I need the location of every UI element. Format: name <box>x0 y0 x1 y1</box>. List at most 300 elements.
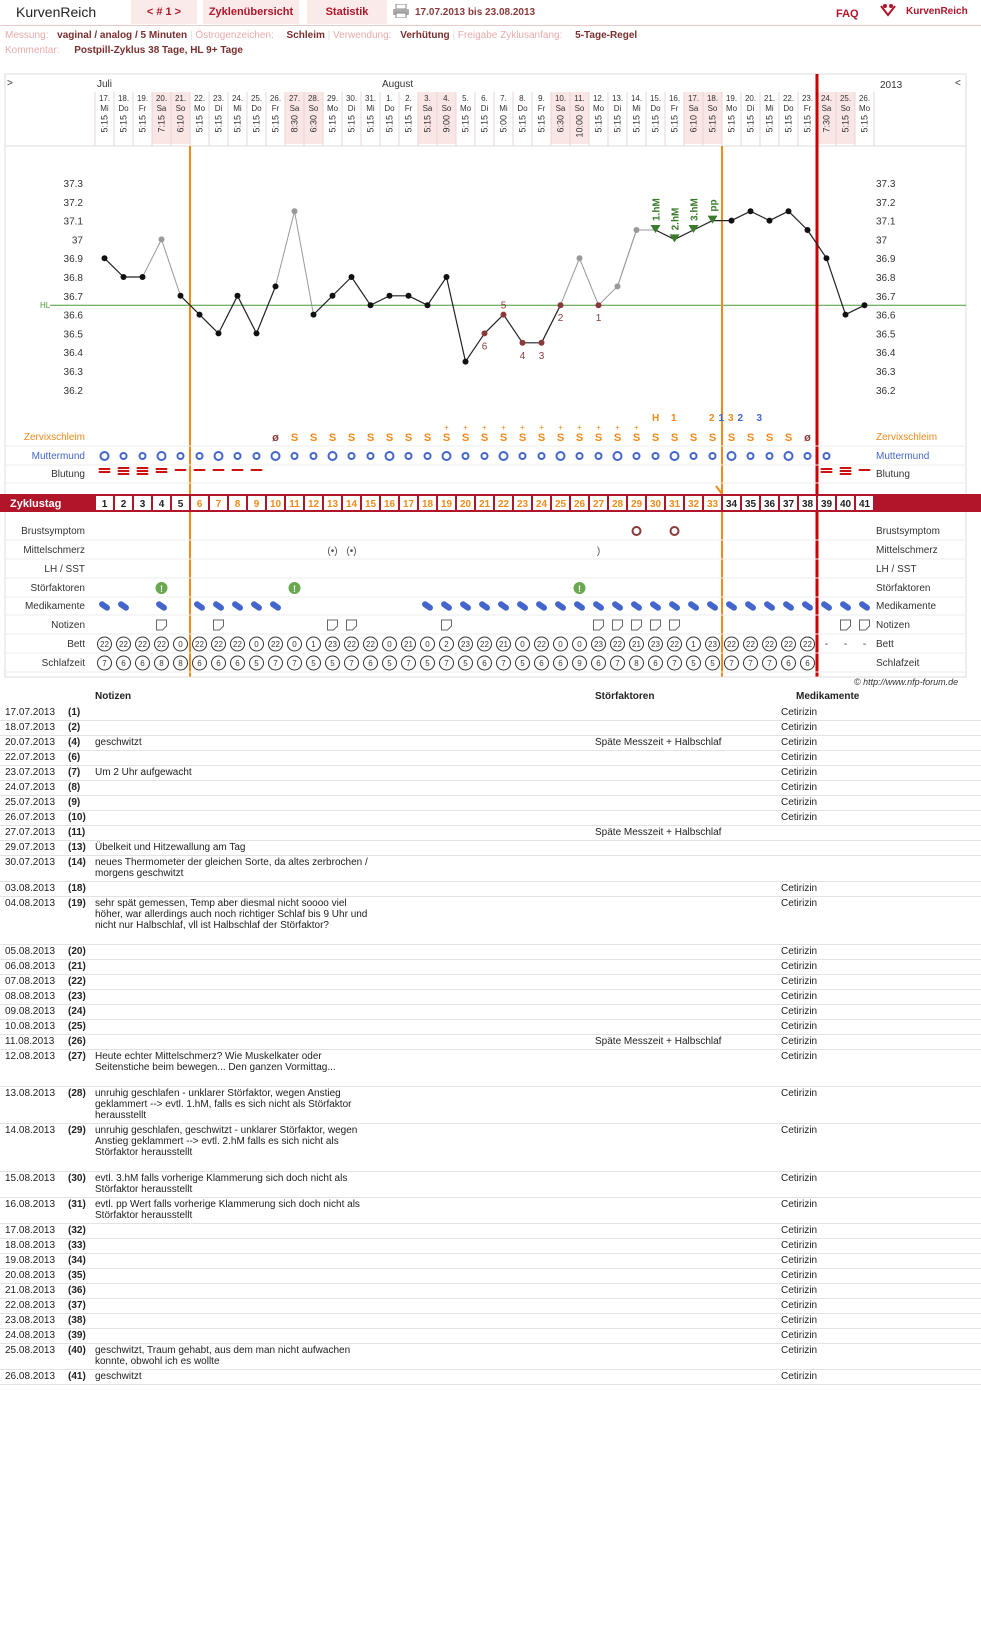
zervix-mark: S <box>385 432 394 444</box>
bett-value: 22 <box>746 640 755 649</box>
blutung-mark <box>118 470 130 472</box>
day-weekday: So <box>441 104 452 113</box>
notes-row <box>0 1019 981 1035</box>
stoerfaktor-icon-mark: ! <box>293 584 296 594</box>
schlaf-value: 7 <box>292 659 297 668</box>
pill-icon <box>535 600 548 612</box>
hm-marker <box>670 234 680 242</box>
pill-icon <box>630 600 643 612</box>
muttermund-mark <box>767 453 773 459</box>
schlaf-value: 7 <box>501 659 506 668</box>
zervix-mark: S <box>746 432 755 444</box>
notes-medikament: Cetirizin <box>781 1173 818 1184</box>
notes-cycle-day: (11) <box>68 827 86 838</box>
temp-line-segment <box>751 211 770 220</box>
muttermund-mark <box>254 453 260 459</box>
notes-text: Übelkeit und Hitzewallung am Tag <box>95 842 246 853</box>
day-weekday: Mo <box>858 104 871 113</box>
bett-value: 21 <box>632 640 641 649</box>
cycle-chart <box>0 0 981 690</box>
zervix-mark: S <box>765 432 774 444</box>
y-tick-left: 36.4 <box>63 348 83 360</box>
notes-text: geschwitzt, Traum gehabt, aus dem man nicht aufwachen konnte, obwohl ich es wollte <box>95 1345 351 1367</box>
ovulation-mark: 2 <box>709 413 715 424</box>
bett-value: 22 <box>195 640 204 649</box>
day-time: 5:15 <box>726 115 737 133</box>
notes-cycle-day: (34) <box>68 1255 86 1266</box>
zervix-mark: S <box>632 432 641 444</box>
notes-date: 18.07.2013 <box>5 722 56 733</box>
notes-text: unruhig geschlafen, geschwitzt - unklarer Störfaktor, wegen Anstieg geklammert --> evtl. 2.hM falls es sich nicht als Störfaktor herausstellt <box>95 1125 358 1158</box>
day-date: 17. <box>98 94 111 103</box>
medi-header: Medikamente <box>796 691 860 702</box>
note-icon <box>157 620 167 630</box>
temp-point <box>729 218 735 224</box>
cycle-day-number: 23 <box>516 499 529 510</box>
notes-cycle-day: (24) <box>68 1006 86 1017</box>
temp-point <box>140 274 146 280</box>
row-label-blutung: Blutung <box>51 469 85 480</box>
cycle-day-number: 28 <box>611 499 624 510</box>
bett-value: 1 <box>691 640 696 649</box>
bett-value: 21 <box>404 640 413 649</box>
zervix-mark: ø <box>272 432 279 444</box>
notes-date: 07.08.2013 <box>5 976 56 987</box>
notes-date: 23.07.2013 <box>5 767 56 778</box>
cycle-day-number: 29 <box>630 499 643 510</box>
notes-row <box>0 750 981 766</box>
day-weekday: Do <box>783 104 794 113</box>
zervix-plus: + <box>634 423 639 432</box>
day-weekday: Do <box>384 104 395 113</box>
muttermund-mark <box>728 452 736 460</box>
cycle-day-number: 40 <box>839 499 852 510</box>
zervix-mark: S <box>575 432 584 444</box>
bett-value: 22 <box>214 640 223 649</box>
bett-value: 0 <box>558 640 563 649</box>
zervix-mark: S <box>290 432 299 444</box>
temp-point <box>634 227 640 233</box>
bett-empty: - <box>824 639 829 650</box>
day-time: 7:30 <box>821 115 832 133</box>
bett-value: 22 <box>613 640 622 649</box>
notes-date: 22.07.2013 <box>5 752 56 763</box>
day-date: 20. <box>744 94 757 103</box>
row-label-right-blutung: Blutung <box>876 469 910 480</box>
day-time: 5:15 <box>270 115 281 133</box>
row-label-right-zervix: Zervixschleim <box>876 432 938 443</box>
cycle-day-number: 12 <box>307 499 320 510</box>
pill-icon <box>212 600 225 612</box>
temp-point <box>425 302 431 308</box>
notes-cycle-day: (22) <box>68 976 86 987</box>
notes-cycle-day: (14) <box>68 857 86 868</box>
day-weekday: So <box>707 104 718 113</box>
muttermund-mark <box>386 452 394 460</box>
blutung-mark <box>194 469 206 471</box>
y-tick-right: 36.6 <box>876 310 896 322</box>
pill-icon <box>459 600 472 612</box>
row-label-zervix: Zervixschleim <box>23 432 85 443</box>
cycle-day-number: 8 <box>234 499 241 510</box>
brand-title: KurvenReich <box>16 4 97 20</box>
bett-value: 0 <box>254 640 259 649</box>
notes-cycle-day: (28) <box>68 1088 86 1099</box>
notes-text: geschwitzt <box>95 1371 142 1382</box>
low-count-label: 4 <box>519 350 526 362</box>
cycle-switcher-tab[interactable]: < # 1 > <box>131 0 197 24</box>
ovulation-mark: H <box>652 413 660 424</box>
muttermund-mark <box>671 452 679 460</box>
day-date: 23. <box>801 94 814 103</box>
row-label-notizen: Notizen <box>51 620 85 631</box>
zervix-mark: S <box>518 432 527 444</box>
cycle-day-label: Zyklustag <box>10 498 62 510</box>
day-time: 5:15 <box>118 115 129 133</box>
zervix-plus: + <box>615 423 620 432</box>
notes-medikament: Cetirizin <box>781 737 818 748</box>
muttermund-mark <box>443 452 451 460</box>
y-tick-right: 37.3 <box>876 179 896 190</box>
mittelschmerz-icon: ) <box>596 546 601 557</box>
notes-row <box>0 795 981 811</box>
day-time: 5:15 <box>631 115 642 133</box>
day-weekday: So <box>175 104 186 113</box>
notes-medikament: Cetirizin <box>781 1021 818 1032</box>
verwendung-value: Verhütung <box>400 30 450 41</box>
bett-value: 22 <box>347 640 356 649</box>
schlaf-value: 6 <box>653 659 658 668</box>
zervix-mark: S <box>461 432 470 444</box>
cycle-day-number: 34 <box>725 499 738 510</box>
muttermund-mark <box>596 453 602 459</box>
notes-row <box>0 1049 981 1087</box>
bett-value: 22 <box>100 640 109 649</box>
muttermund-mark <box>785 452 793 460</box>
kommentar-value: Postpill-Zyklus 38 Tage, HL 9+ Tage <box>74 45 243 56</box>
schlaf-value: 9 <box>577 659 582 668</box>
day-weekday: Sa <box>289 104 300 113</box>
notes-date: 08.08.2013 <box>5 991 56 1002</box>
pill-icon <box>763 600 776 612</box>
notes-date: 23.08.2013 <box>5 1315 56 1326</box>
temp-point <box>501 312 507 318</box>
pill-icon <box>573 600 586 612</box>
cycle-day-number: 32 <box>687 499 700 510</box>
day-time: 5:15 <box>859 115 870 133</box>
bett-value: 0 <box>292 640 297 649</box>
schlaf-value: 8 <box>159 659 164 668</box>
day-weekday: Di <box>347 104 356 113</box>
brust-symptom-icon <box>633 527 641 535</box>
cycle-day-number: 24 <box>535 499 548 510</box>
day-date: 23. <box>212 94 225 103</box>
row-label-right-muttermund: Muttermund <box>876 451 930 462</box>
temp-point <box>273 283 279 289</box>
notes-row <box>0 1253 981 1269</box>
freigabe-value: 5-Tage-Regel <box>575 30 638 41</box>
bett-value: 2 <box>444 640 449 649</box>
row-label-right-mittel: Mittelschmerz <box>876 545 938 556</box>
temp-point <box>254 330 260 336</box>
day-time: 5:15 <box>137 115 148 133</box>
notes-row <box>0 1171 981 1198</box>
pill-icon <box>687 600 700 612</box>
day-time: 5:15 <box>99 115 110 133</box>
pill-icon <box>98 600 111 612</box>
notes-date: 20.07.2013 <box>5 737 56 748</box>
notes-cycle-day: (30) <box>68 1173 86 1184</box>
day-date: 30. <box>345 94 358 103</box>
muttermund-mark <box>292 453 298 459</box>
day-date: 4. <box>443 94 450 103</box>
row-label-right-bett: Bett <box>876 639 894 650</box>
day-time: 5:15 <box>422 115 433 133</box>
hm-label: pp <box>708 199 720 212</box>
temp-point <box>805 227 811 233</box>
row-label-muttermund: Muttermund <box>31 451 85 462</box>
zervix-plus: + <box>558 423 563 432</box>
day-date: 25. <box>250 94 263 103</box>
notes-date: 25.07.2013 <box>5 797 56 808</box>
cycle-day-number: 13 <box>326 499 339 510</box>
excluded-connector <box>143 239 162 277</box>
notes-medikament: Cetirizin <box>781 1051 818 1062</box>
zervix-plus: + <box>520 423 525 432</box>
notes-cycle-day: (13) <box>68 842 86 853</box>
day-date: 24. <box>820 94 833 103</box>
day-weekday: Mi <box>100 104 109 113</box>
pill-icon <box>839 600 852 612</box>
notes-cycle-day: (41) <box>68 1371 86 1382</box>
notes-row <box>0 855 981 882</box>
mittelschmerz-icon: (•) <box>327 546 338 557</box>
pill-icon <box>516 600 529 612</box>
notes-date: 10.08.2013 <box>5 1021 56 1032</box>
notes-medikament: Cetirizin <box>781 1125 818 1136</box>
zervix-mark: S <box>480 432 489 444</box>
schlaf-value: 6 <box>216 659 221 668</box>
day-time: 5:15 <box>650 115 661 133</box>
excluded-connector <box>599 286 618 305</box>
notes-date: 15.08.2013 <box>5 1173 56 1184</box>
day-weekday: Mi <box>233 104 242 113</box>
y-tick-right: 36.9 <box>876 254 896 266</box>
notes-medikament: Cetirizin <box>781 1255 818 1266</box>
bett-value: 22 <box>138 640 147 649</box>
temp-line-segment <box>504 315 523 343</box>
day-date: 19. <box>725 94 738 103</box>
bett-value: 22 <box>670 640 679 649</box>
notes-medikament: Cetirizin <box>781 946 818 957</box>
notes-medikament: Cetirizin <box>781 1225 818 1236</box>
pill-icon <box>706 600 719 612</box>
notes-cycle-day: (37) <box>68 1300 86 1311</box>
messung-value: vaginal / analog / 5 Minuten <box>57 30 188 41</box>
muttermund-mark <box>101 452 109 460</box>
row-label-right-notizen: Notizen <box>876 620 910 631</box>
cycle-day-number: 15 <box>364 499 377 510</box>
day-time: 5:15 <box>707 115 718 133</box>
day-weekday: Fr <box>670 104 679 113</box>
cycle-day-number: 7 <box>215 499 222 510</box>
day-time: 6:30 <box>555 115 566 133</box>
day-date: 15. <box>649 94 662 103</box>
schlaf-value: 7 <box>767 659 772 668</box>
temp-line-segment <box>105 258 124 277</box>
day-time: 5:15 <box>745 115 756 133</box>
row-label-right-stoer: Störfaktoren <box>876 583 931 594</box>
copyright-text: © http://www.nfp-forum.de <box>854 677 959 687</box>
y-tick-right: 36.5 <box>876 329 896 341</box>
day-weekday: Sa <box>688 104 699 113</box>
notes-medikament: Cetirizin <box>781 1345 818 1356</box>
day-date: 25. <box>839 94 852 103</box>
notes-text: geschwitzt <box>95 737 142 748</box>
temp-point <box>102 255 108 261</box>
bett-value: 22 <box>271 640 280 649</box>
row-label-stoer: Störfaktoren <box>30 583 85 594</box>
notes-cycle-day: (10) <box>68 812 86 823</box>
day-weekday: Fr <box>404 104 413 113</box>
schlaf-value: 6 <box>197 659 202 668</box>
y-tick-left: 36.2 <box>63 385 83 397</box>
day-time: 5:15 <box>251 115 262 133</box>
muttermund-mark <box>197 453 203 459</box>
temp-point <box>292 208 298 214</box>
kommentar-label: Kommentar: <box>5 45 60 56</box>
day-time: 6:10 <box>175 115 186 133</box>
schlaf-value: 6 <box>539 659 544 668</box>
cycle-day-number: 35 <box>744 499 757 510</box>
bett-value: 22 <box>366 640 375 649</box>
temp-point <box>843 312 849 318</box>
verwendung-label: Verwendung: <box>333 30 392 41</box>
notes-medikament: Cetirizin <box>781 961 818 972</box>
notes-date: 04.08.2013 <box>5 898 56 909</box>
oestrogen-value: Schleim <box>286 30 325 41</box>
temp-point <box>444 274 450 280</box>
temp-line-segment <box>770 211 789 220</box>
day-time: 6:10 <box>688 115 699 133</box>
muttermund-mark <box>539 453 545 459</box>
cycle-day-number: 3 <box>139 499 146 510</box>
cycle-day-number: 30 <box>649 499 662 510</box>
bett-value: 0 <box>577 640 582 649</box>
zervix-mark: ø <box>804 432 811 444</box>
bett-value: 22 <box>157 640 166 649</box>
cycle-day-number: 4 <box>158 499 165 510</box>
y-tick-right: 36.3 <box>876 367 896 378</box>
zervix-mark: S <box>499 432 508 444</box>
muttermund-mark <box>520 453 526 459</box>
day-time: 5:15 <box>612 115 623 133</box>
notes-row <box>0 1086 981 1124</box>
nav-prev: > <box>7 78 13 89</box>
notes-medikament: Cetirizin <box>781 1036 818 1047</box>
blutung-mark <box>156 468 168 470</box>
tab-cycle-overview[interactable]: Zyklenübersicht <box>203 0 299 24</box>
notes-text: evtl. 3.hM falls vorherige Klammerung sich doch nicht als Störfaktor herausstellt <box>95 1173 348 1195</box>
notes-stoerfaktor: Späte Messzeit + Halbschlaf <box>595 1036 722 1047</box>
muttermund-mark <box>748 453 754 459</box>
blutung-mark <box>821 468 833 470</box>
pill-icon <box>478 600 491 612</box>
schlaf-value: 5 <box>710 659 715 668</box>
zervix-mark: S <box>328 432 337 444</box>
temp-point <box>520 340 526 346</box>
zervix-mark: S <box>347 432 356 444</box>
ovulation-mark: 3 <box>756 413 763 424</box>
zervix-mark: S <box>442 432 451 444</box>
muttermund-mark <box>482 453 488 459</box>
nav-next: < <box>955 78 961 89</box>
day-date: 28. <box>307 94 320 103</box>
day-date: 8. <box>519 94 526 103</box>
notes-medikament: Cetirizin <box>781 1240 818 1251</box>
day-date: 7. <box>500 94 507 103</box>
notes-date: 30.07.2013 <box>5 857 56 868</box>
notes-row <box>0 989 981 1005</box>
muttermund-mark <box>425 453 431 459</box>
row-label-right-lh: LH / SST <box>876 564 917 575</box>
notes-date: 12.08.2013 <box>5 1051 56 1062</box>
notes-text: neues Thermometer der gleichen Sorte, da altes zerbrochen / morgens geschwitzt <box>95 857 368 879</box>
blutung-mark <box>118 467 130 469</box>
faq-link[interactable]: FAQ <box>836 8 859 20</box>
day-weekday: Mi <box>366 104 375 113</box>
note-icon <box>214 620 224 630</box>
cycle-day-number: 5 <box>177 499 184 510</box>
notes-date: 17.07.2013 <box>5 707 56 718</box>
cycle-day-number: 9 <box>253 499 260 510</box>
muttermund-mark <box>311 453 317 459</box>
day-date: 17. <box>687 94 700 103</box>
temp-line-segment <box>732 211 751 220</box>
notes-row <box>0 1313 981 1329</box>
schlaf-value: 7 <box>444 659 449 668</box>
temp-point <box>178 293 184 299</box>
muttermund-mark <box>235 453 241 459</box>
day-date: 26. <box>858 94 871 103</box>
temp-line-segment <box>371 296 390 305</box>
notes-cycle-day: (21) <box>68 961 86 972</box>
day-date: 10. <box>554 94 567 103</box>
blutung-mark <box>175 469 187 471</box>
notes-medikament: Cetirizin <box>781 976 818 987</box>
muttermund-mark <box>158 452 166 460</box>
pill-icon <box>117 600 130 612</box>
notes-row <box>0 825 981 841</box>
temp-line-segment <box>257 286 276 333</box>
notes-row <box>0 959 981 975</box>
notes-text: Heute echter Mittelschmerz? Wie Muskelkater oder Seitenstiche beim bewegen... Den ganzen Vormittag... <box>95 1051 336 1073</box>
zervix-plus: + <box>482 423 487 432</box>
zervix-mark: S <box>613 432 622 444</box>
tab-statistics[interactable]: Statistik <box>307 0 387 24</box>
muttermund-mark <box>824 453 830 459</box>
cover-line-label: HL <box>40 301 51 311</box>
cycle-day-number: 19 <box>440 499 453 510</box>
stoer-header: Störfaktoren <box>595 691 655 702</box>
temp-line-segment <box>447 277 466 362</box>
muttermund-mark <box>614 452 622 460</box>
y-tick-right: 37.2 <box>876 197 896 209</box>
schlaf-value: 5 <box>425 659 430 668</box>
day-date: 24. <box>231 94 244 103</box>
notes-cycle-day: (29) <box>68 1125 86 1136</box>
day-time: 5:15 <box>346 115 357 133</box>
